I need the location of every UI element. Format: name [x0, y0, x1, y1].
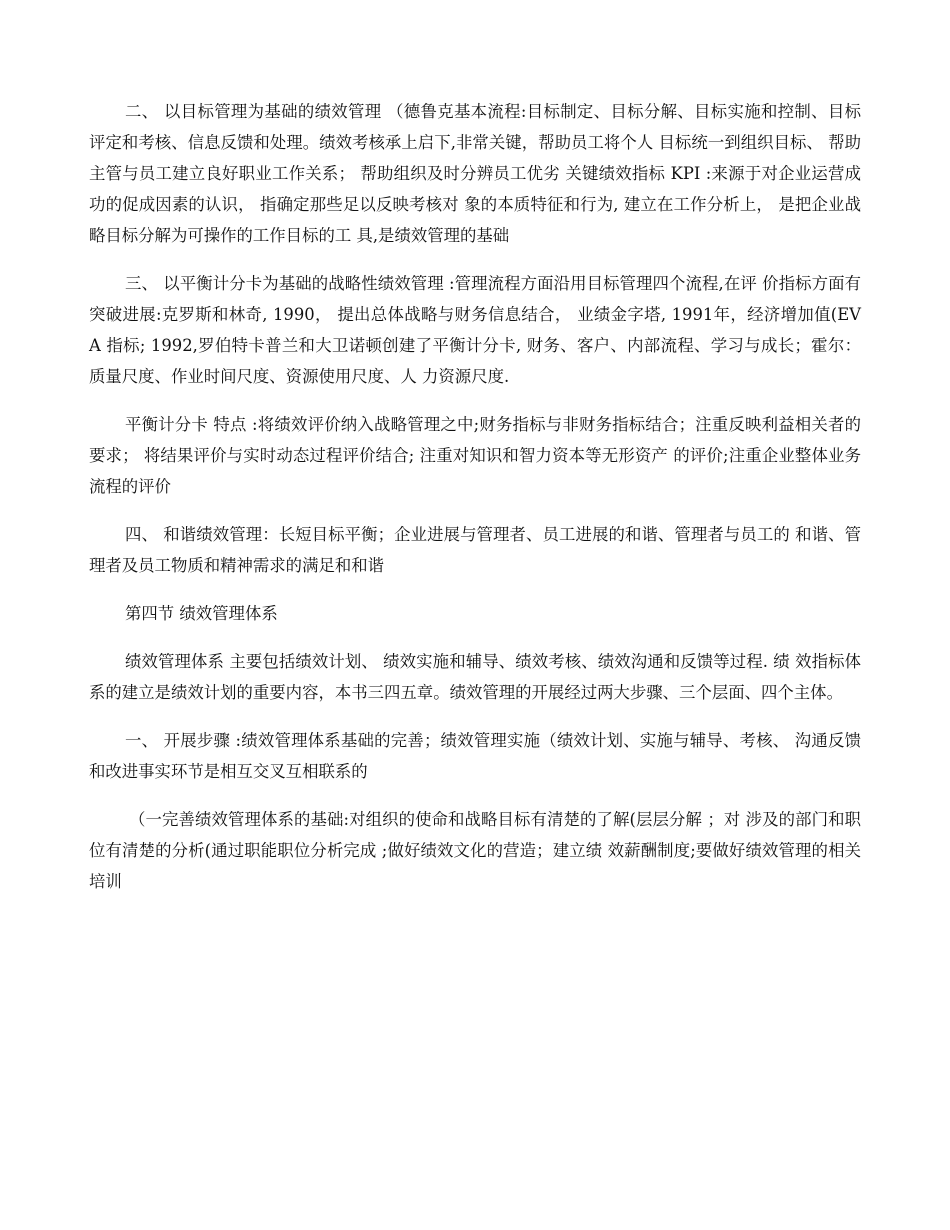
document-body	[89, 96, 861, 897]
paragraph-harmonious-management: 四、 和谐绩效管理：长短目标平衡；企业进展与管理者、员工进展的和谐、管理者与员工的 和谐、管理者及员工物质和精神需求的满足和和谐	[89, 525, 861, 575]
paragraph-implementation-steps: 一、 开展步骤 :绩效管理体系基础的完善；绩效管理实施（绩效计划、实施与辅导、考核、 沟通反馈和改进事实环节是相互交叉互相联系的	[89, 731, 861, 781]
paragraph-system-foundation: （一完善绩效管理体系的基础:对组织的使命和战略目标有清楚的了解(层层分解 ；对 涉及的部门和职位有清楚的分析(通过职能职位分析完成 ;做好绩效文化的营造；建立绩 效薪酬制度;要做好绩效管理的相关培训	[89, 810, 861, 891]
paragraph-system-overview: 绩效管理体系 主要包括绩效计划、 绩效实施和辅导、绩效考核、绩效沟通和反馈等过程. 绩 效指标体系的建立是绩效计划的重要内容，本书三四五章。绩效管理的开展经过两大步骤、三个层面、四个主体。	[89, 652, 861, 702]
paragraph-balanced-scorecard-management: 三、 以平衡计分卡为基础的战略性绩效管理 :管理流程方面沿用目标管理四个流程,在评 价指标方面有突破进展:克罗斯和林奇, 1990， 提出总体战略与财务信息结合， 业绩金字塔, 1991年，经济增加值(EV A 指标; 1992,罗伯特卡普兰和大卫诺顿创建了平衡计分卡, 财务、客户、内部流程、学习与成长；霍尔：质量尺度、作业时间尺度、资源使用尺度、人 力资源尺度.	[89, 274, 861, 386]
paragraph-balanced-scorecard-features: 平衡计分卡 特点 :将绩效评价纳入战略管理之中;财务指标与非财务指标结合；注重反映利益相关者的要求； 将结果评价与实时动态过程评价结合; 注重对知识和智力资本等无形资产 的评价;注重企业整体业务流程的评价	[89, 415, 861, 496]
paragraph-objective-management: 二、 以目标管理为基础的绩效管理 （德鲁克基本流程:目标制定、目标分解、目标实施和控制、目标评定和考核、信息反馈和处理。绩效考核承上启下,非常关键，帮助员工将个人 目标统一到组织目标、 帮助主管与员工建立良好职业工作关系； 帮助组织及时分辨员工优劣 关键绩效指标 KPI :来源于对企业运营成功的促成因素的认识， 指确定那些足以反映考核对 象的本质特征和行为, 建立在工作分析上， 是把企业战略目标分解为可操作的工作目标的工 具,是绩效管理的基础	[89, 102, 861, 245]
section-heading: 第四节 绩效管理体系	[125, 604, 278, 623]
